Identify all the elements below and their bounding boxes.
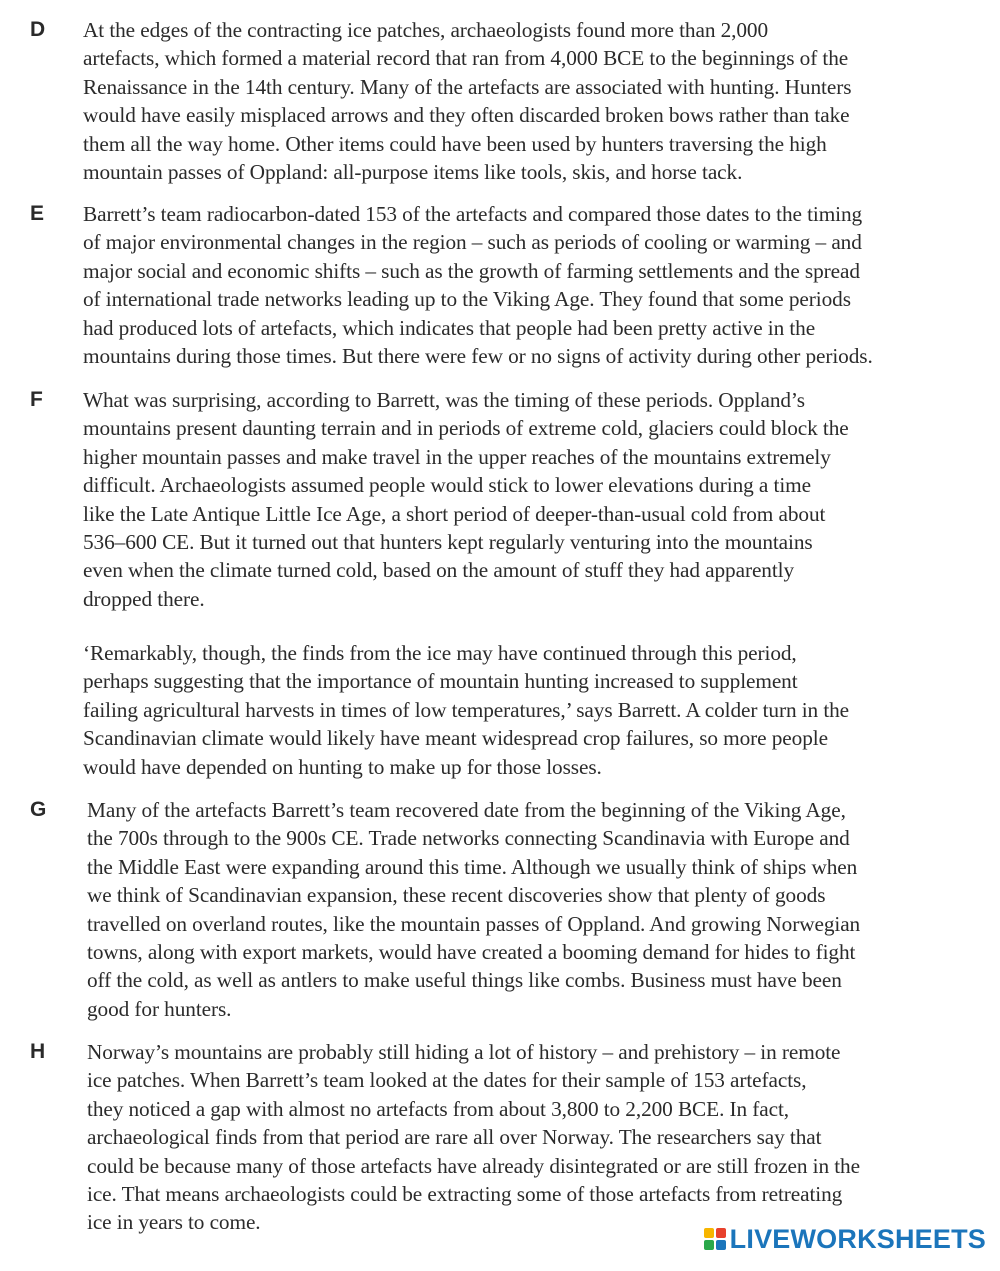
text-line: Barrett’s team radiocarbon-dated 153 of the artefacts and compared those dates to the timing: [83, 202, 863, 226]
text-line: even when the climate turned cold, based on the amount of stuff they had apparently: [83, 558, 795, 583]
paragraph-letter: D: [30, 18, 46, 41]
text-line: Renaissance in the 14th century. Many of the artefacts are associated with hunting. Hunters: [83, 74, 852, 99]
paragraph-letter: H: [30, 1040, 46, 1063]
text-line: they noticed a gap with almost no artefacts from about 3,800 to 2,200 BCE. In fact,: [87, 1096, 790, 1121]
paragraph-letter: E: [30, 202, 45, 225]
text-line: difficult. Archaeologists assumed people would stick to lower elevations during a time: [83, 473, 811, 498]
text-line: mountains during those times. But there were few or no signs of activity during other periods.: [83, 344, 873, 369]
text-line: mountain passes of Oppland: all-purpose items like tools, skis, and horse tack.: [83, 160, 743, 185]
paragraph-text: [83, 386, 978, 613]
paragraph-text: [83, 639, 978, 781]
text-line: Many of the artefacts Barrett’s team recovered date from the beginning of the Viking Age,: [87, 798, 846, 822]
logo-square: [716, 1228, 726, 1238]
text-line: major social and economic shifts – such as the growth of farming settlements and the spread: [83, 258, 860, 283]
text-line: would have depended on hunting to make up for those losses.: [83, 754, 602, 779]
text-line: ice. That means archaeologists could be extracting some of those artefacts from retreating: [87, 1182, 843, 1207]
paragraph-letter: F: [30, 388, 43, 411]
text-line: failing agricultural harvests in times of low temperatures,’ says Barrett. A colder turn in the: [83, 697, 850, 722]
text-line: What was surprising, according to Barrett, was the timing of these periods. Oppland’s: [83, 388, 805, 412]
logo-square: [704, 1240, 714, 1250]
logo-square: [716, 1240, 726, 1250]
text-line: artefacts, which formed a material record that ran from 4,000 BCE to the beginnings of the: [83, 46, 849, 71]
text-line: 536–600 CE. But it turned out that hunters kept regularly venturing into the mountains: [83, 530, 813, 555]
text-line: could be because many of those artefacts have already disintegrated or are still frozen in the: [87, 1153, 860, 1178]
text-line: perhaps suggesting that the importance of mountain hunting increased to supplement: [83, 669, 798, 694]
text-line: ice patches. When Barrett’s team looked at the dates for their sample of 153 artefacts,: [87, 1068, 807, 1093]
text-line: mountains present daunting terrain and in periods of extreme cold, glaciers could block the: [83, 416, 849, 441]
text-line: Norway’s mountains are probably still hiding a lot of history – and prehistory – in remote: [87, 1040, 841, 1064]
text-line: would have easily misplaced arrows and they often discarded broken bows rather than take: [83, 103, 850, 128]
text-line: At the edges of the contracting ice patches, archaeologists found more than 2,000: [83, 18, 769, 42]
paragraph-text: [83, 200, 978, 370]
text-line: of international trade networks leading up to the Viking Age. They found that some periods: [83, 287, 851, 312]
text-line: archaeological finds from that period are rare all over Norway. The researchers say that: [87, 1125, 822, 1150]
text-line: higher mountain passes and make travel in the upper reaches of the mountains extremely: [83, 444, 831, 469]
text-line: good for hunters.: [87, 996, 232, 1021]
logo-text: LIVEWORKSHEETS: [729, 1223, 986, 1254]
text-line: the 700s through to the 900s CE. Trade networks connecting Scandinavia with Europe and: [87, 826, 850, 851]
text-line: like the Late Antique Little Ice Age, a short period of deeper-than-usual cold from about: [83, 501, 826, 526]
text-line: we think of Scandinavian expansion, these recent discoveries show that plenty of goods: [87, 883, 826, 908]
paragraph-text: [87, 1038, 982, 1237]
text-line: them all the way home. Other items could have been used by hunters traversing the high: [83, 131, 827, 156]
paragraph-text: [87, 796, 982, 1023]
text-line: ice in years to come.: [87, 1210, 261, 1235]
text-line: dropped there.: [83, 586, 205, 611]
liveworksheets-logo[interactable]: [704, 1224, 986, 1254]
text-line: travelled on overland routes, like the mountain passes of Oppland. And growing Norwegian: [87, 911, 861, 936]
text-line: ‘Remarkably, though, the finds from the ice may have continued through this period,: [83, 641, 797, 665]
text-line: Scandinavian climate would likely have meant widespread crop failures, so more people: [83, 726, 828, 751]
paragraph-text: [83, 16, 978, 186]
text-line: towns, along with export markets, would have created a booming demand for hides to fight: [87, 940, 856, 965]
text-line: off the cold, as well as antlers to make useful things like combs. Business must have been: [87, 968, 842, 993]
text-line: of major environmental changes in the region – such as periods of cooling or warming – and: [83, 230, 862, 255]
logo-square: [704, 1228, 714, 1238]
text-line: the Middle East were expanding around this time. Although we usually think of ships when: [87, 854, 858, 879]
logo-icon: [704, 1228, 726, 1250]
paragraph-letter: G: [30, 798, 47, 821]
text-line: had produced lots of artefacts, which indicates that people had been pretty active in the: [83, 315, 816, 340]
